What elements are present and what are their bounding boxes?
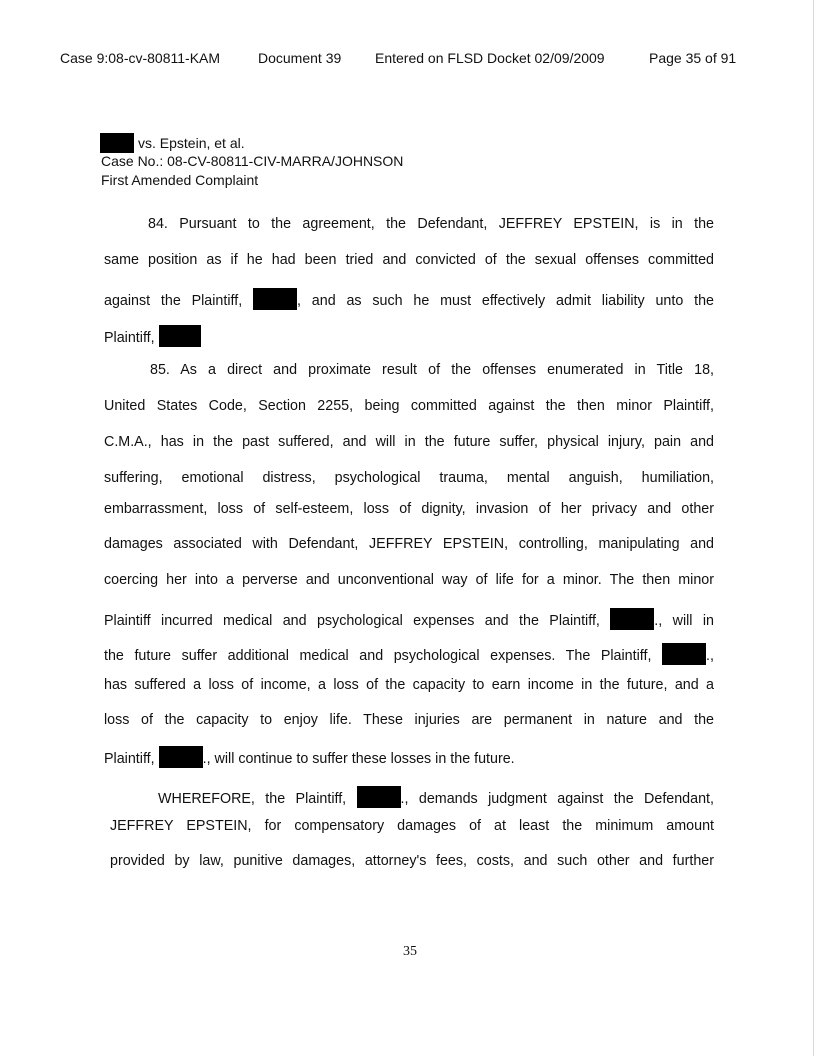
caption-parties: vs. Epstein, et al. — [112, 133, 245, 153]
paragraph-85-line-7: coercing her into a perverse and unconventional way of life for a minor. The then minor — [104, 572, 714, 588]
paragraph-85-line-8: Plaintiff incurred medical and psychological expenses and the Plaintiff, ., will in — [104, 608, 714, 630]
paragraph-85-line-11: loss of the capacity to enjoy life. These injuries are permanent in nature and the — [104, 712, 714, 728]
paragraph-84-line-1: 84. Pursuant to the agreement, the Defendant, JEFFREY EPSTEIN, is in the — [148, 216, 714, 232]
redaction-block — [159, 325, 201, 347]
paragraph-84-line-4: Plaintiff, — [104, 325, 714, 347]
paragraph-85-line-3: C.M.A., has in the past suffered, and will in the future suffer, physical injury, pain and — [104, 434, 714, 450]
paragraph-85-line-6: damages associated with Defendant, JEFFREY EPSTEIN, controlling, manipulating and — [104, 536, 714, 552]
paragraph-85-line-5: embarrassment, loss of self-esteem, loss of dignity, invasion of her privacy and other — [104, 501, 714, 517]
paragraph-85-line-10: has suffered a loss of income, a loss of the capacity to earn income in the future, and a — [104, 677, 714, 693]
paragraph-85-line-2: United States Code, Section 2255, being committed against the then minor Plaintiff, — [104, 398, 714, 414]
wherefore-line-1: WHEREFORE, the Plaintiff, ., demands judgment against the Defendant, — [158, 786, 714, 808]
redaction-block — [159, 746, 203, 768]
redaction-block — [662, 643, 706, 665]
paragraph-84-line-3: against the Plaintiff, , and as such he must effectively admit liability unto the — [104, 288, 714, 310]
caption-title: First Amended Complaint — [101, 172, 259, 188]
paragraph-85-line-12: Plaintiff, ., will continue to suffer these losses in the future. — [104, 746, 714, 768]
page-edge-line — [813, 0, 814, 1056]
header-entered: Entered on FLSD Docket 02/09/2009 — [375, 50, 605, 66]
header-case-number: Case 9:08-cv-80811-KAM — [60, 50, 221, 66]
redaction-block — [253, 288, 297, 310]
wherefore-line-3: provided by law, punitive damages, attorney's fees, costs, and such other and further — [110, 853, 714, 869]
redaction-block — [357, 786, 401, 808]
paragraph-85-line-9: the future suffer additional medical and psychological expenses. The Plaintiff, ., — [104, 643, 714, 665]
paragraph-85-line-1: 85. As a direct and proximate result of the offenses enumerated in Title 18, — [150, 362, 714, 378]
page-number: 35 — [403, 944, 417, 959]
wherefore-line-2: JEFFREY EPSTEIN, for compensatory damages of at least the minimum amount — [110, 818, 714, 834]
redaction-block — [610, 608, 654, 630]
paragraph-84-line-2: same position as if he had been tried and convicted of the sexual offenses committed — [104, 252, 714, 268]
paragraph-85-line-4: suffering, emotional distress, psychological trauma, mental anguish, humiliation, — [104, 470, 714, 486]
caption-case-no: Case No.: 08-CV-80811-CIV-MARRA/JOHNSON — [101, 153, 404, 169]
redaction-block — [100, 133, 134, 153]
header-document: Document 39 — [258, 50, 342, 66]
header-page: Page 35 of 91 — [649, 50, 737, 66]
